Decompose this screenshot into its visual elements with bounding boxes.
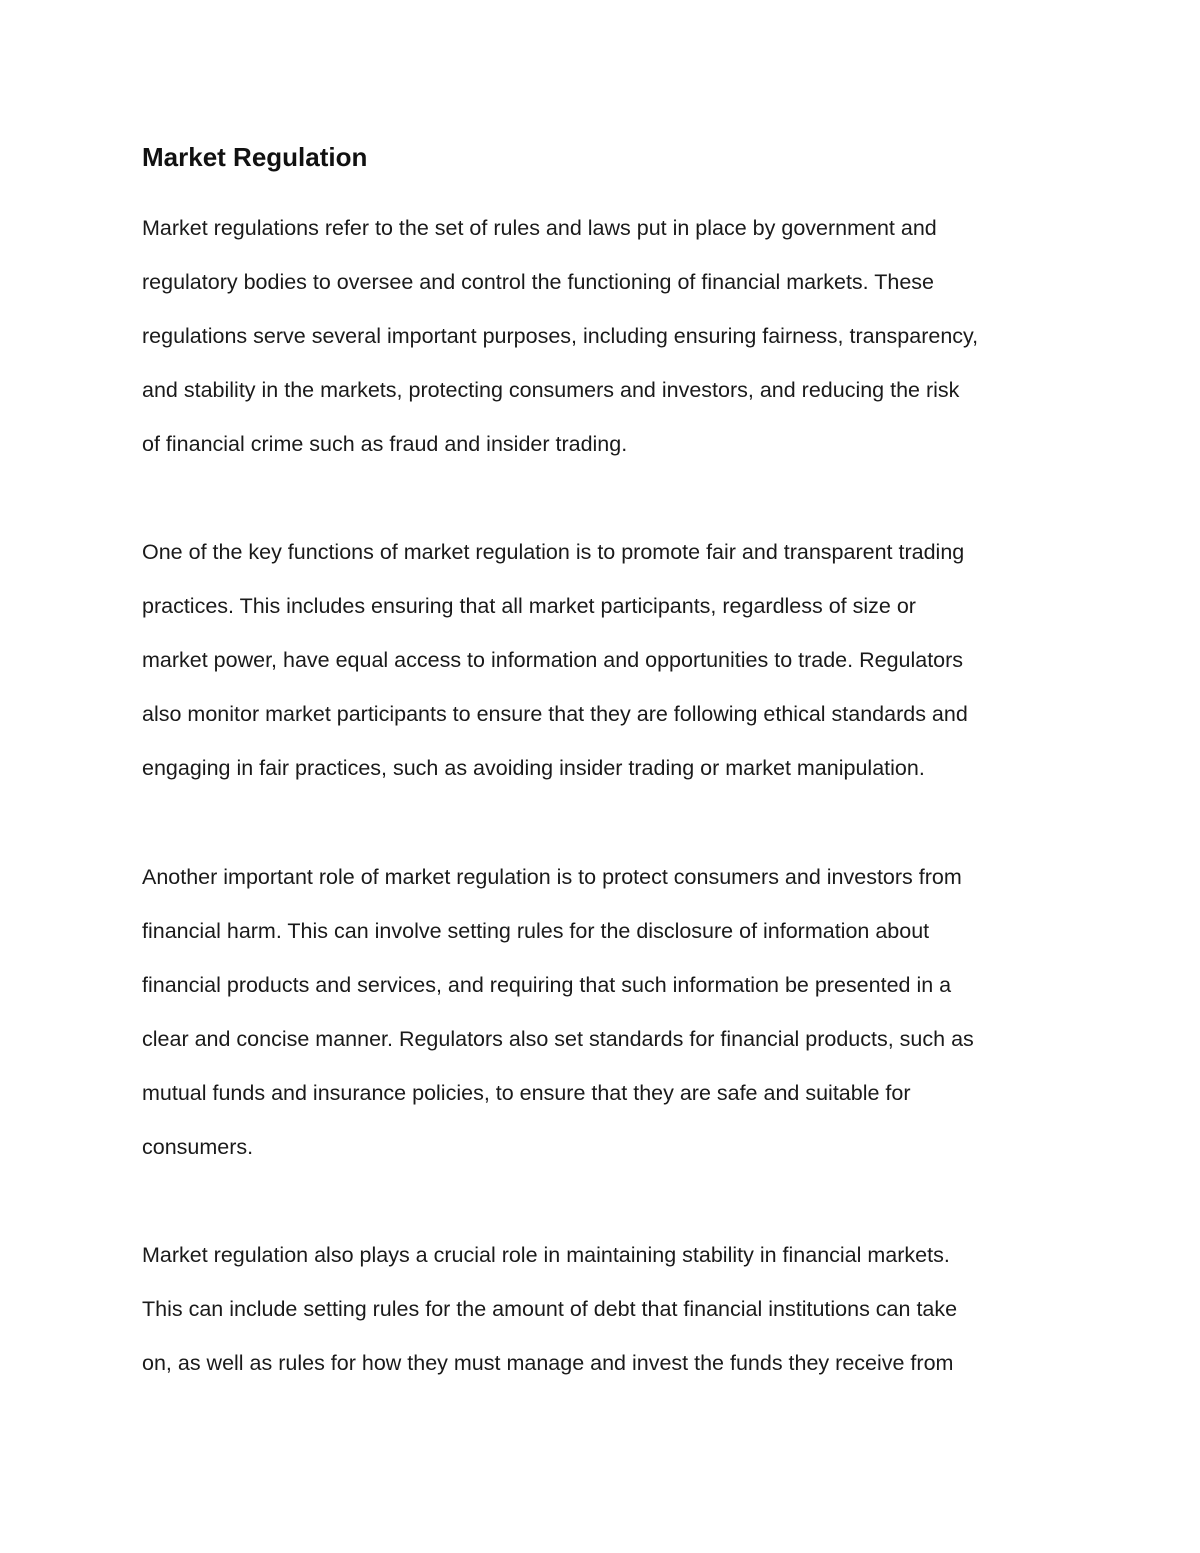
paragraph-1-line-4: and stability in the markets, protecting consumers and investors, and reducing the risk <box>142 378 960 402</box>
document-title: Market Regulation <box>142 142 368 172</box>
paragraph-3-line-6: consumers. <box>142 1135 254 1159</box>
paragraph-1-line-3: regulations serve several important purposes, including ensuring fairness, transparency, <box>142 324 979 348</box>
paragraph-4-line-1: Market regulation also plays a crucial role in maintaining stability in financial markets. <box>142 1243 950 1267</box>
paragraph-2-line-1: One of the key functions of market regulation is to promote fair and transparent trading <box>142 540 965 564</box>
paragraph-3-line-3: financial products and services, and requiring that such information be presented in a <box>142 973 952 997</box>
paragraph-2-line-2: practices. This includes ensuring that all market participants, regardless of size or <box>142 594 916 618</box>
paragraph-4-line-2: This can include setting rules for the amount of debt that financial institutions can take <box>142 1297 958 1321</box>
paragraph-1-line-1: Market regulations refer to the set of rules and laws put in place by government and <box>142 216 937 240</box>
paragraph-1-line-5: of financial crime such as fraud and insider trading. <box>142 432 628 456</box>
paragraph-4-line-3: on, as well as rules for how they must manage and invest the funds they receive from <box>142 1351 954 1375</box>
paragraph-2-line-5: engaging in fair practices, such as avoiding insider trading or market manipulation. <box>142 756 925 780</box>
paragraph-3-line-2: financial harm. This can involve setting rules for the disclosure of information about <box>142 919 930 943</box>
paragraph-1-line-2: regulatory bodies to oversee and control the functioning of financial markets. These <box>142 270 934 294</box>
paragraph-2-line-4: also monitor market participants to ensure that they are following ethical standards and <box>142 702 968 726</box>
paragraph-3-line-1: Another important role of market regulation is to protect consumers and investors from <box>142 865 962 889</box>
paragraph-3-line-5: mutual funds and insurance policies, to ensure that they are safe and suitable for <box>142 1081 911 1105</box>
paragraph-2-line-3: market power, have equal access to information and opportunities to trade. Regulators <box>142 648 964 672</box>
paragraph-3-line-4: clear and concise manner. Regulators also set standards for financial products, such as <box>142 1027 974 1051</box>
